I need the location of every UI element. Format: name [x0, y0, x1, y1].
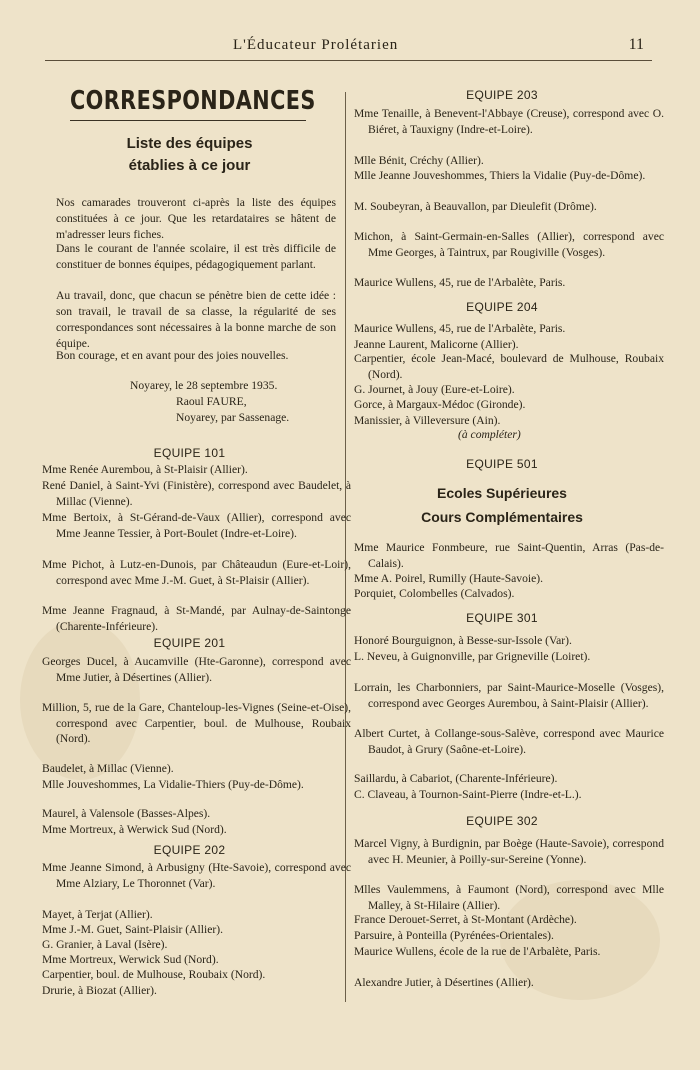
equipe-203-title: EQUIPE 203 [466, 88, 538, 102]
list-item: Albert Curtet, à Collange-sous-Salève, correspond avec Maurice Baudot, à Grury (Saône-et-Loire). [354, 727, 664, 756]
list-item: Mayet, à Terjat (Allier). [42, 908, 153, 921]
intro-paragraph-4: Bon courage, et en avant pour des joies nouvelles. [56, 349, 289, 362]
signature-place: Noyarey, par Sassenage. [176, 411, 290, 424]
signature-name: Raoul FAURE, [176, 395, 247, 408]
list-item: Mlle Jeanne Jouveshommes, Thiers la Vidalie (Puy-de-Dôme). [354, 169, 646, 182]
list-item: Mme Mortreux, à Werwick Sud (Nord). [42, 823, 227, 836]
list-item: M. Soubeyran, à Beauvallon, par Dieulefit (Drôme). [354, 200, 597, 213]
title-underline [70, 120, 306, 121]
list-item: Georges Ducel, à Aucamville (Hte-Garonne), correspond avec Mme Jutier, à Désertines (Allier). [42, 655, 351, 684]
journal-title: L'Éducateur Prolétarien [233, 37, 399, 53]
list-item: L. Neveu, à Guignonville, par Grigneville (Loiret). [354, 650, 591, 663]
equipe-202-title: EQUIPE 202 [153, 843, 226, 857]
list-item: Mlle Bénit, Créchy (Allier). [354, 154, 484, 167]
list-item: Mlle Jouveshommes, La Vidalie-Thiers (Puy-de-Dôme). [42, 778, 304, 791]
intro-paragraph-1: Nos camarades trouveront ci-après la liste des équipes constituées à ce jour. Que les retardataires se hâtent de m'adresser leurs fiches. [56, 196, 336, 241]
equipe-204-title: EQUIPE 204 [466, 300, 538, 314]
list-item: Saillardu, à Cabariot, (Charente-Inférieure). [354, 772, 558, 785]
list-item: France Derouet-Serret, à St-Montant (Ardèche). [354, 913, 577, 926]
intro-paragraph-2: Dans le courant de l'année scolaire, il est très difficile de constituer de bonnes équipes, pédagogiquement parlant. [56, 242, 336, 271]
equipe-302-title: EQUIPE 302 [466, 814, 538, 828]
list-item: Mme Renée Aurembou, à St-Plaisir (Allier). [42, 463, 248, 476]
list-item: René Daniel, à Saint-Yvi (Finistère), correspond avec Baudelet, à Millac (Vienne). [42, 479, 351, 508]
main-title: CORRESPONDANCES [70, 86, 316, 116]
equipe-101-title: EQUIPE 101 [153, 446, 226, 460]
list-item: Jeanne Laurent, Malicorne (Allier). [354, 338, 519, 351]
list-item: Carpentier, école Jean-Macé, boulevard de Mulhouse, Roubaix (Nord). [354, 352, 664, 381]
list-item: Million, 5, rue de la Gare, Chanteloup-les-Vignes (Seine-et-Oise), correspond avec Carpentier, boul. de Mulhouse, Roubaix (Nord). [42, 701, 351, 745]
equipe-201-title: EQUIPE 201 [153, 636, 226, 650]
list-item: Maurice Wullens, 45, rue de l'Arbalète, Paris. [354, 276, 566, 289]
list-item: Mme Bertoix, à St-Gérand-de-Vaux (Allier), correspond avec Mme Jeanne Tessier, à Port-Boulet (Indre-et-Loire). [42, 511, 351, 540]
list-item: Manissier, à Villeversure (Ain). [354, 414, 501, 427]
list-item: Parsuire, à Ponteilla (Pyrénées-Orientales). [354, 929, 554, 942]
list-item: Mme Pichot, à Lutz-en-Dunois, par Châteaudun (Eure-et-Loir), correspond avec Mme J.-M. Guet, à St-Plaisir (Allier). [42, 558, 351, 587]
list-item: Mme Maurice Fonmbeure, rue Saint-Quentin, Arras (Pas-de-Calais). [354, 541, 664, 570]
list-item: Michon, à Saint-Germain-en-Salles (Allier), correspond avec Mme Georges, à Taintrux, par Rougiville (Vosges). [354, 230, 664, 259]
subtitle-line-2: établies à ce jour [128, 157, 251, 174]
list-item: Porquiet, Colombelles (Calvados). [354, 587, 515, 600]
list-item: Baudelet, à Millac (Vienne). [42, 762, 174, 775]
list-item: Mlles Vaulemmens, à Faumont (Nord), correspond avec Mlle Malley, à St-Hilaire (Allier). [354, 883, 664, 912]
list-item: Marcel Vigny, à Burdignin, par Boège (Haute-Savoie), correspond avec H. Meunier, à Poilly-sur-Sereine (Yonne). [354, 837, 664, 866]
list-item: Mme Tenaille, à Benevent-l'Abbaye (Creuse), correspond avec O. Biéret, à Tauxigny (Indre-et-Loire). [354, 107, 664, 136]
equipe-501-title: EQUIPE 501 [466, 457, 538, 471]
list-item: Mme A. Poirel, Rumilly (Haute-Savoie). [354, 572, 544, 585]
list-item: C. Claveau, à Tournon-Saint-Pierre (Indre-et-L.). [354, 788, 582, 801]
to-complete-note: (à compléter) [458, 428, 521, 441]
equipe-501-subtitle-2: Cours Complémentaires [421, 509, 583, 525]
list-item: G. Granier, à Laval (Isère). [42, 938, 168, 951]
list-item: Mme Jeanne Simond, à Arbusigny (Hte-Savoie), correspond avec Mme Alziary, Le Thoronnet (Var). [42, 861, 351, 890]
subtitle-line-1: Liste des équipes [126, 135, 253, 152]
list-item: Honoré Bourguignon, à Besse-sur-Issole (Var). [354, 634, 572, 647]
list-item: Lorrain, les Charbonniers, par Saint-Maurice-Moselle (Vosges), correspond avec Georges Aurembou, à Saint-Plaisir (Allier). [354, 681, 664, 710]
list-item: Drurie, à Biozat (Allier). [42, 984, 157, 997]
list-item: Carpentier, boul. de Mulhouse, Roubaix (Nord). [42, 968, 266, 981]
signature-date: Noyarey, le 28 septembre 1935. [130, 379, 278, 392]
intro-paragraph-3: Au travail, donc, que chacun se pénètre bien de cette idée : son travail, le travail de sa classe, la régularité de ses correspondances sont nécessaires à la bonne marche de son équipe. [56, 289, 336, 350]
list-item: Maurel, à Valensole (Basses-Alpes). [42, 807, 211, 820]
running-header [45, 34, 652, 61]
list-item: Mme Mortreux, Werwick Sud (Nord). [42, 953, 219, 966]
list-item: Maurice Wullens, 45, rue de l'Arbalète, Paris. [354, 322, 566, 335]
equipe-501-subtitle-1: Ecoles Supérieures [437, 485, 567, 501]
list-item: Alexandre Jutier, à Désertines (Allier). [354, 976, 534, 989]
page-number: 11 [628, 36, 644, 53]
list-item: Mme J.-M. Guet, Saint-Plaisir (Allier). [42, 923, 223, 936]
list-item: Mme Jeanne Fragnaud, à St-Mandé, par Aulnay-de-Saintonge (Charente-Inférieure). [42, 604, 351, 633]
equipe-301-title: EQUIPE 301 [466, 611, 538, 625]
list-item: Maurice Wullens, école de la rue de l'Arbalète, Paris. [354, 945, 601, 958]
list-item: Gorce, à Margaux-Médoc (Gironde). [354, 398, 526, 411]
list-item: G. Journet, à Jouy (Eure-et-Loire). [354, 383, 515, 396]
